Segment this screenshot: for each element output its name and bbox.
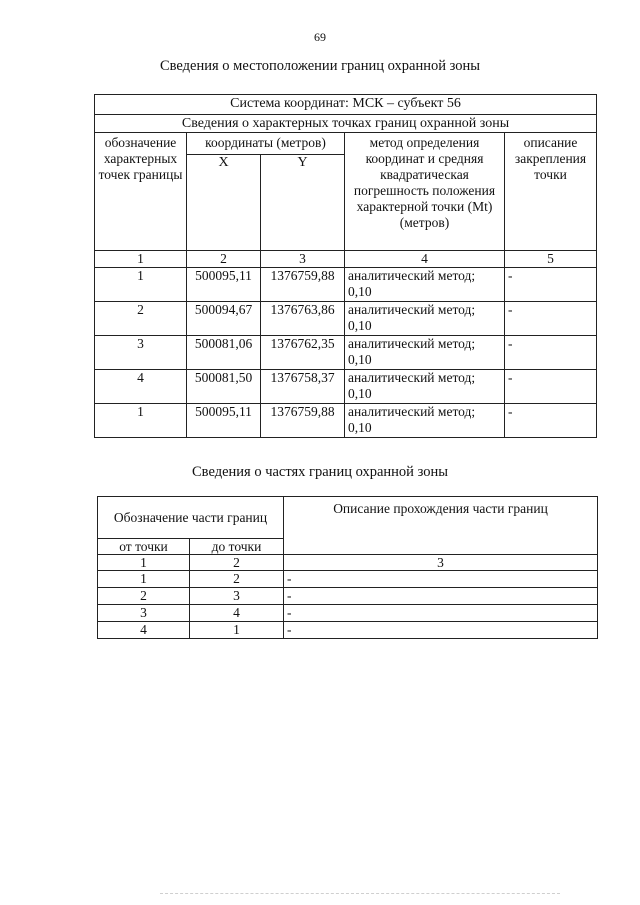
- table-row: [95, 336, 597, 370]
- col-description: описание закрепления точки: [505, 133, 597, 251]
- cell-x: 500094,67: [187, 302, 261, 336]
- cell-desc: -: [505, 404, 597, 438]
- col-number: 3: [284, 555, 598, 571]
- table-row: [95, 268, 597, 302]
- cell-method: аналитический метод; 0,10: [345, 404, 505, 438]
- coordinate-system: Система координат: МСК – субъект 56: [95, 95, 597, 115]
- cell-from: 4: [98, 622, 190, 639]
- col-number: 5: [505, 251, 597, 268]
- cell-desc: -: [505, 302, 597, 336]
- cell-method: аналитический метод; 0,10: [345, 336, 505, 370]
- cell-from: 2: [98, 588, 190, 605]
- points-table: [94, 94, 597, 438]
- cell-x: 500095,11: [187, 268, 261, 302]
- cell-y: 1376759,88: [261, 268, 345, 302]
- cell-x: 500081,50: [187, 370, 261, 404]
- page-number: 69: [314, 30, 326, 44]
- cell-y: 1376758,37: [261, 370, 345, 404]
- col-coordinates: координаты (метров): [187, 133, 345, 155]
- section-title-boundaries: Сведения о местоположении границ охранной зоны: [159, 58, 480, 74]
- cell-y: 1376763,86: [261, 302, 345, 336]
- col-parts: Обозначение части границ: [98, 497, 284, 539]
- cell-method: аналитический метод; 0,10: [345, 302, 505, 336]
- col-from: от точки: [98, 539, 190, 555]
- col-number: 1: [95, 251, 187, 268]
- col-method: метод определения координат и средняя квадратическая погрешность положения характерной точки (Mt) (метров): [345, 133, 505, 251]
- cell-method: аналитический метод; 0,10: [345, 268, 505, 302]
- cell-to: 4: [190, 605, 284, 622]
- cell-desc: -: [284, 605, 598, 622]
- cell-desc: -: [284, 571, 598, 588]
- cell-to: 3: [190, 588, 284, 605]
- col-number: 1: [98, 555, 190, 571]
- cell-desc: -: [505, 336, 597, 370]
- cell-desc: -: [505, 268, 597, 302]
- col-number: 2: [190, 555, 284, 571]
- col-number: 4: [345, 251, 505, 268]
- cell-desc: -: [284, 622, 598, 639]
- points-header: Сведения о характерных точках границ охранной зоны: [95, 115, 597, 133]
- cell-point: 2: [95, 302, 187, 336]
- cell-point: 3: [95, 336, 187, 370]
- cell-y: 1376759,88: [261, 404, 345, 438]
- table-row: [98, 622, 598, 639]
- cell-method: аналитический метод; 0,10: [345, 370, 505, 404]
- cell-x: 500095,11: [187, 404, 261, 438]
- cell-desc: -: [505, 370, 597, 404]
- footer-divider: [160, 893, 560, 894]
- cell-desc: -: [284, 588, 598, 605]
- cell-from: 1: [98, 571, 190, 588]
- table-row: [95, 302, 597, 336]
- col-y: Y: [261, 155, 345, 251]
- cell-y: 1376762,35: [261, 336, 345, 370]
- cell-point: 1: [95, 268, 187, 302]
- parts-table: [97, 496, 598, 639]
- col-designation: обозначение характерных точек границы: [95, 133, 187, 251]
- table-row: [98, 571, 598, 588]
- col-number: 3: [261, 251, 345, 268]
- cell-point: 1: [95, 404, 187, 438]
- cell-x: 500081,06: [187, 336, 261, 370]
- table-row: [98, 588, 598, 605]
- table-row: [95, 404, 597, 438]
- table-row: [98, 605, 598, 622]
- col-number: 2: [187, 251, 261, 268]
- cell-point: 4: [95, 370, 187, 404]
- section-title-parts: Сведения о частях границ охранной зоны: [192, 464, 448, 480]
- cell-to: 1: [190, 622, 284, 639]
- col-to: до точки: [190, 539, 284, 555]
- cell-to: 2: [190, 571, 284, 588]
- cell-from: 3: [98, 605, 190, 622]
- table-row: [95, 370, 597, 404]
- col-x: X: [187, 155, 261, 251]
- col-part-description: Описание прохождения части границ: [284, 497, 598, 555]
